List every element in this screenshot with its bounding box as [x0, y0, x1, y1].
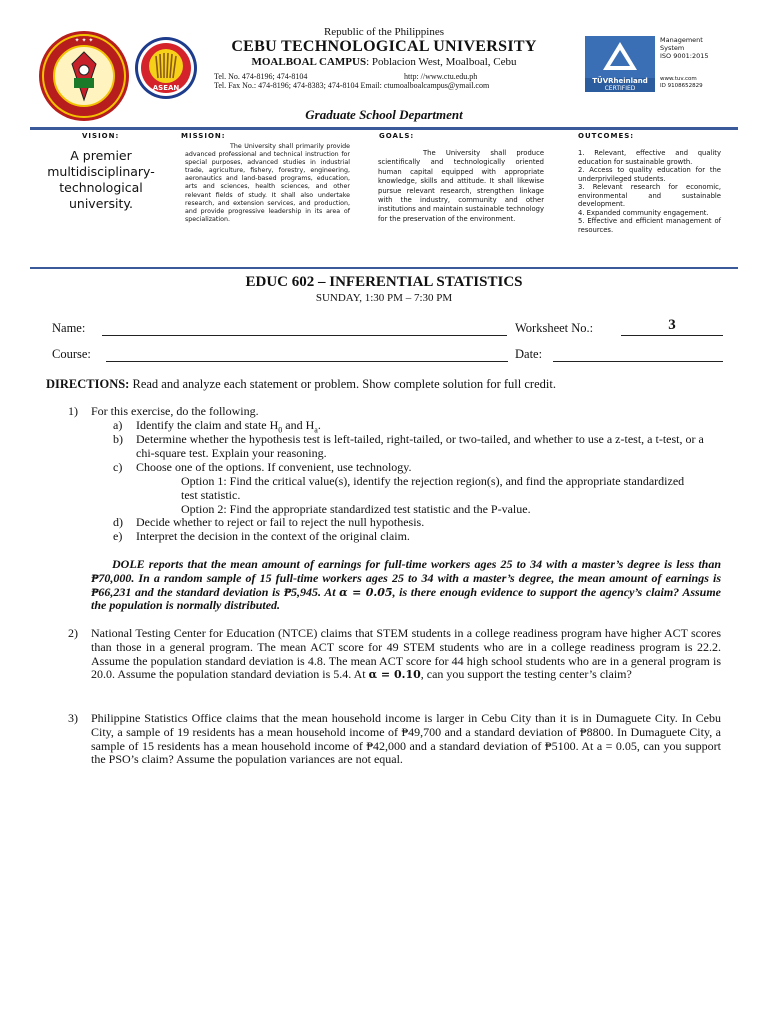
cert-url: www.tuv.com [660, 76, 697, 82]
outcomes-label: OUTCOMES: [578, 132, 635, 140]
problem-2-text [91, 627, 721, 682]
outcome-item: 1. Relevant, effective and quality education for sustainable growth. [578, 149, 721, 166]
item-letter: e) [113, 529, 123, 543]
problem-1-scenario [91, 558, 721, 613]
telephone: Tel. No. 474-8196; 474-8104 [214, 72, 308, 81]
republic-heading: Republic of the Philippines [323, 26, 445, 38]
campus-label: MOALBOAL CAMPUS [251, 56, 367, 68]
outcome-item: 3. Relevant research for economic, environmental and sustainable development. [578, 183, 721, 208]
vision-text: A premier multidisciplinary-technological university. [47, 148, 155, 211]
mission-text: The University shall primarily provide advanced professional and technical instruction for special purposes, advanced studies in industrial trade, agriculture, fishery, forestry, engineering, aeronautics and land-based programs, education, arts and sciences, health sciences, and other relevant fields of study. It shall also undertake research, and extension services, and production, and provide progressive leadership in its area of specialization. [185, 143, 350, 223]
cert-id: ID 9108652829 [660, 83, 703, 89]
name-label: Name: [52, 321, 86, 335]
cert-line2: System [660, 44, 685, 52]
campus-address: : Poblacion West, Moalboal, Cebu [366, 56, 517, 68]
problem-1-intro: For this exercise, do the following. [91, 404, 259, 418]
date-label: Date: [515, 347, 543, 361]
problem-3-text: Philippine Statistics Office claims that the mean household income is larger in Cebu City than it is in Dumaguete City. In Cebu City, a sample of 19 residents has a mean household income of ₱49,700 and a standard deviation of ₱8800. In Dumaguete City, a sample of 15 residents has a mean household income of ₱42,000 and a standard deviation of ₱5100. At a = 0.05, can you support the PSO’s claim? Assume the population variances are not equal. [91, 711, 721, 767]
goals-label: GOALS: [379, 132, 415, 140]
cert-line1: Management [660, 36, 703, 44]
cert-line3: ISO 9001:2015 [660, 52, 709, 60]
problem-2-body: National Testing Center for Education (NTCE) claims that STEM students in a college readiness program have higher ACT scores than those in a general program. The mean ACT score for 49 STEM students who are in a college readiness program is 22.2. Assume the population standard deviation is 4.8. The mean ACT score for 44 high school students who are in a general program is 20.0. Assume the population standard deviation is 5.4. At [91, 626, 721, 682]
directions [46, 377, 556, 392]
vision-label: VISION: [82, 132, 120, 140]
cert-details [660, 36, 709, 60]
vmgo-divider [30, 267, 738, 269]
scenario-text-end: , is there enough evidence to support the agency’s claim? Assume the population is normally distributed. [91, 584, 721, 613]
cert-ids [660, 76, 703, 90]
course-title: EDUC 602 – INFERENTIAL STATISTICS [245, 274, 523, 290]
problem-2-number: 2) [68, 626, 78, 640]
outcome-item: 4. Expanded community engagement. [578, 208, 709, 217]
worksheet-value: 3 [668, 317, 676, 333]
problem-3-number: 3) [68, 711, 78, 725]
option-2-text: Option 2: Find the appropriate standardized test statistic and the P-value. [181, 502, 531, 516]
directions-label: DIRECTIONS: [46, 377, 130, 391]
alpha-value: α = 0.10 [368, 668, 421, 682]
directions-text: Read and analyze each statement or problem. Show complete solution for full credit. [129, 377, 556, 391]
outcomes-list [578, 149, 721, 234]
tuv-brand: TÜVRheinland [592, 77, 648, 85]
course-label: Course: [52, 347, 91, 361]
date-field[interactable] [553, 361, 723, 362]
name-field[interactable] [102, 335, 507, 336]
subscript-0: 0 [278, 425, 283, 435]
item-text: Choose one of the options. If convenient, use technology. [136, 460, 412, 474]
course-field[interactable] [106, 361, 508, 362]
item-letter: b) [113, 432, 123, 446]
tuv-certification-logo [585, 36, 655, 92]
tuv-triangle-icon [585, 36, 655, 78]
item-letter: c) [113, 460, 123, 474]
alpha-value: α = 0.05 [339, 585, 393, 599]
worksheet-label: Worksheet No.: [515, 321, 594, 335]
subscript-a: a [314, 425, 318, 435]
telfax-email: Tel. Fax No.: 474-8196; 474-8383; 474-8104 Email: ctumoalboalcampus@ymail.com [214, 81, 490, 90]
problem-2-end: , can you support the testing center’s claim? [420, 667, 632, 682]
tuv-certified: CERTIFIED [604, 85, 636, 92]
option-1-text: Option 1: Find the critical value(s), identify the rejection region(s), and find the appropriate standardized test statistic. [181, 474, 685, 502]
website: http: //www.ctu.edu.ph [404, 72, 478, 81]
item-text: Decide whether to reject or fail to reject the null hypothesis. [136, 515, 425, 529]
scenario-text: DOLE reports that the mean amount of earnings for full-time workers ages 25 to 34 with a master’s degree is less than ₱70,000. In a random sample of 15 full-time workers ages 25 to 34 with a master’s degree, the mean amount of earnings is ₱66,231 and the standard deviation is ₱5,945. At [91, 557, 721, 599]
item-letter: a) [113, 418, 123, 432]
course-schedule: SUNDAY, 1:30 PM – 7:30 PM [315, 292, 453, 304]
item-a-post: . [317, 418, 321, 432]
outcome-item: 2. Access to quality education for the underprivileged students. [578, 166, 721, 183]
asean-logo [134, 36, 198, 100]
outcome-item: 5. Effective and efficient management of resources. [578, 217, 721, 234]
problem-1-number: 1) [68, 404, 78, 418]
item-text: Interpret the decision in the context of the original claim. [136, 529, 410, 543]
item-text: Determine whether the hypothesis test is left-tailed, right-tailed, or two-tailed, and whether to use a z-test, a t-test, or a chi-square test. Explain your reasoning. [136, 432, 704, 460]
mission-label: MISSION: [181, 132, 226, 140]
department-title: Graduate School Department [305, 107, 463, 122]
item-a-mid: and H [282, 418, 315, 432]
item-a-text: Identify the claim and state H [136, 418, 279, 432]
item-letter: d) [113, 515, 123, 529]
worksheet-field[interactable] [621, 335, 723, 336]
header-divider [30, 127, 738, 130]
svg-text:✦ ✦ ✦: ✦ ✦ ✦ [74, 37, 94, 44]
goals-text: The University shall produce scientifically and technologically oriented human capital equipped with appropriate knowledge, skills and attitude. It shall likewise pursue relevant research, strengthen linkage with the industry, community and other institutions and maintain sustainable technology for the preservation of the environment. [378, 149, 544, 223]
university-name: CEBU TECHNOLOGICAL UNIVERSITY [231, 38, 537, 55]
asean-label: ASEAN [152, 84, 180, 92]
